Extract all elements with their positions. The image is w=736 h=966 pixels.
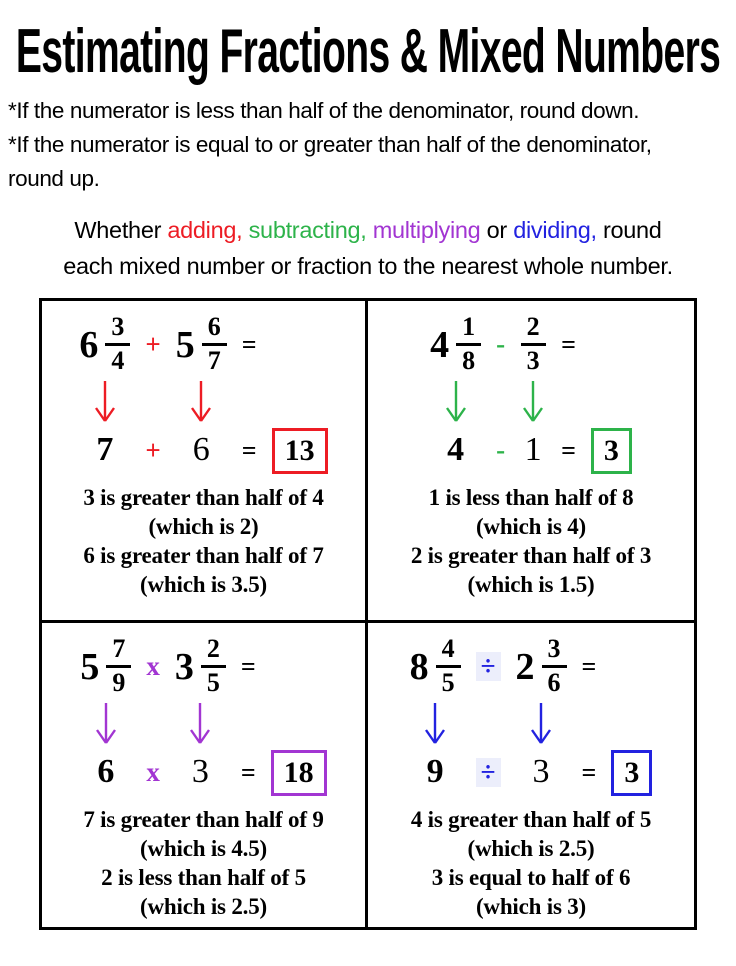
equals-sign: =: [561, 329, 576, 359]
intro-word-dividing: dividing,: [513, 216, 597, 243]
addition-equation: [48, 313, 359, 473]
numerator: 2: [521, 313, 546, 346]
fraction: [521, 313, 546, 375]
equals-sign: =: [240, 757, 256, 787]
mixed-number: [176, 313, 227, 375]
examples-table: [39, 298, 697, 930]
page-title: Estimating Fractions & Mixed Numbers: [15, 16, 721, 86]
fraction: [202, 313, 227, 375]
down-arrow-icon: [93, 701, 119, 747]
numerator: 7: [106, 635, 131, 668]
down-arrow-icon: [187, 701, 213, 747]
denominator: 5: [441, 668, 455, 697]
intro-whether: Whether: [74, 216, 168, 243]
numerator: 3: [542, 635, 567, 668]
down-arrow-icon: [528, 701, 554, 747]
down-arrow-icon: [443, 379, 469, 425]
example-cell-division: [368, 623, 694, 927]
denominator: 3: [526, 346, 540, 375]
explanation-text: [48, 483, 359, 600]
equals-sign: =: [241, 329, 257, 359]
equals-sign: =: [561, 435, 576, 465]
explanation-line: 3 is equal to half of 6: [431, 865, 631, 890]
rounded-number: 6: [97, 753, 115, 791]
denominator: 7: [207, 346, 221, 375]
intro-word-adding: adding,: [167, 216, 243, 243]
mixed-number: [516, 635, 567, 697]
whole-number: 2: [515, 645, 535, 688]
subtraction-equation: [374, 313, 688, 473]
example-cell-addition: [42, 301, 368, 623]
down-arrow-icon: [422, 701, 448, 747]
mixed-number: [410, 635, 461, 697]
rounded-number: 3: [191, 753, 209, 791]
explanation-line: (which is 3.5): [140, 572, 267, 598]
rule-line-3: round up.: [8, 166, 100, 192]
rule-line-1: *If the numerator is less than half of the denominator, round down.: [8, 98, 640, 123]
rounded-number: 9: [426, 753, 444, 791]
example-cell-subtraction: [368, 301, 694, 623]
rounded-number: 6: [192, 431, 210, 469]
denominator: 4: [111, 346, 125, 375]
rounded-number: 1: [524, 431, 542, 469]
explanation-line: 3 is greater than half of 4: [83, 484, 324, 510]
answer-box: 3: [611, 750, 652, 796]
down-arrow-icon: [520, 379, 546, 425]
rule-line-2: *If the numerator is equal to or greater than half of the denominator,: [8, 132, 652, 158]
mixed-number: [430, 313, 481, 375]
multiplication-equation: [48, 635, 359, 795]
fraction: [106, 635, 131, 697]
intro-line-2: each mixed number or fraction to the nearest whole number.: [63, 252, 673, 279]
mixed-number: [175, 635, 226, 697]
division-equation: [374, 635, 688, 795]
fraction: [201, 635, 226, 697]
page-header: [0, 14, 736, 88]
down-arrow-icon: [92, 379, 118, 425]
whole-number: 5: [175, 323, 195, 366]
explanation-line: (which is 2.5): [467, 835, 595, 861]
intro-or: or: [480, 216, 514, 243]
numerator: 1: [456, 313, 481, 346]
whole-number: 4: [430, 323, 450, 366]
mixed-number: [80, 635, 131, 697]
fraction: [105, 313, 130, 375]
explanation-line: (which is 4): [475, 513, 587, 539]
example-cell-multiplication: [42, 623, 368, 927]
explanation-line: (which is 2): [148, 513, 259, 539]
numerator: 6: [202, 313, 227, 346]
intro-round: round: [596, 216, 662, 243]
fraction: [456, 313, 481, 375]
intro-text: [0, 212, 736, 285]
operator: x: [146, 757, 160, 788]
equals-sign: =: [241, 435, 257, 465]
explanation-line: 7 is greater than half of 9: [83, 806, 324, 832]
operator: +: [145, 435, 161, 466]
denominator: 5: [206, 668, 220, 697]
intro-word-multiplying: multiplying: [372, 216, 481, 243]
numerator: 2: [201, 635, 226, 668]
denominator: 8: [462, 346, 476, 375]
denominator: 9: [112, 668, 126, 697]
intro-word-subtracting: subtracting,: [248, 216, 367, 243]
fraction: [542, 635, 567, 697]
numerator: 4: [436, 635, 461, 668]
explanation-line: (which is 4.5): [140, 835, 267, 861]
operator: ÷: [476, 758, 501, 787]
explanation-line: 4 is greater than half of 5: [410, 806, 652, 832]
numerator: 3: [105, 313, 130, 346]
explanation-line: (which is 1.5): [467, 572, 595, 598]
operator: ÷: [476, 652, 501, 681]
explanation-line: (which is 3): [475, 894, 587, 920]
operator: -: [496, 435, 506, 466]
explanation-line: (which is 2.5): [140, 894, 267, 920]
whole-number: 5: [80, 645, 100, 688]
explanation-line: 2 is greater than half of 3: [410, 543, 652, 568]
equals-sign: =: [581, 757, 597, 787]
rounded-number: 7: [96, 431, 114, 469]
explanation-line: 6 is greater than half of 7: [83, 543, 324, 568]
answer-box: 3: [591, 428, 632, 474]
explanation-line: 1 is less than half of 8: [428, 484, 634, 510]
whole-number: 3: [174, 645, 194, 688]
answer-box: 13: [272, 428, 328, 474]
fraction: [436, 635, 461, 697]
down-arrow-icon: [188, 379, 214, 425]
mixed-number: [79, 313, 130, 375]
operator: +: [145, 329, 161, 359]
explanation-text: [48, 805, 359, 922]
rounded-number: 4: [447, 431, 465, 469]
operator: -: [496, 329, 506, 359]
explanation-text: [374, 805, 688, 922]
denominator: 6: [547, 668, 561, 697]
explanation-text: [374, 483, 688, 600]
operator: x: [146, 651, 160, 681]
rules-text: [8, 94, 732, 197]
explanation-line: 2 is less than half of 5: [101, 865, 306, 890]
rounded-number: 3: [532, 753, 550, 791]
equals-sign: =: [581, 651, 597, 681]
whole-number: 6: [79, 323, 99, 366]
answer-box: 18: [271, 750, 327, 796]
fraction-term: [521, 313, 546, 375]
equals-sign: =: [240, 651, 256, 681]
whole-number: 8: [409, 645, 429, 688]
